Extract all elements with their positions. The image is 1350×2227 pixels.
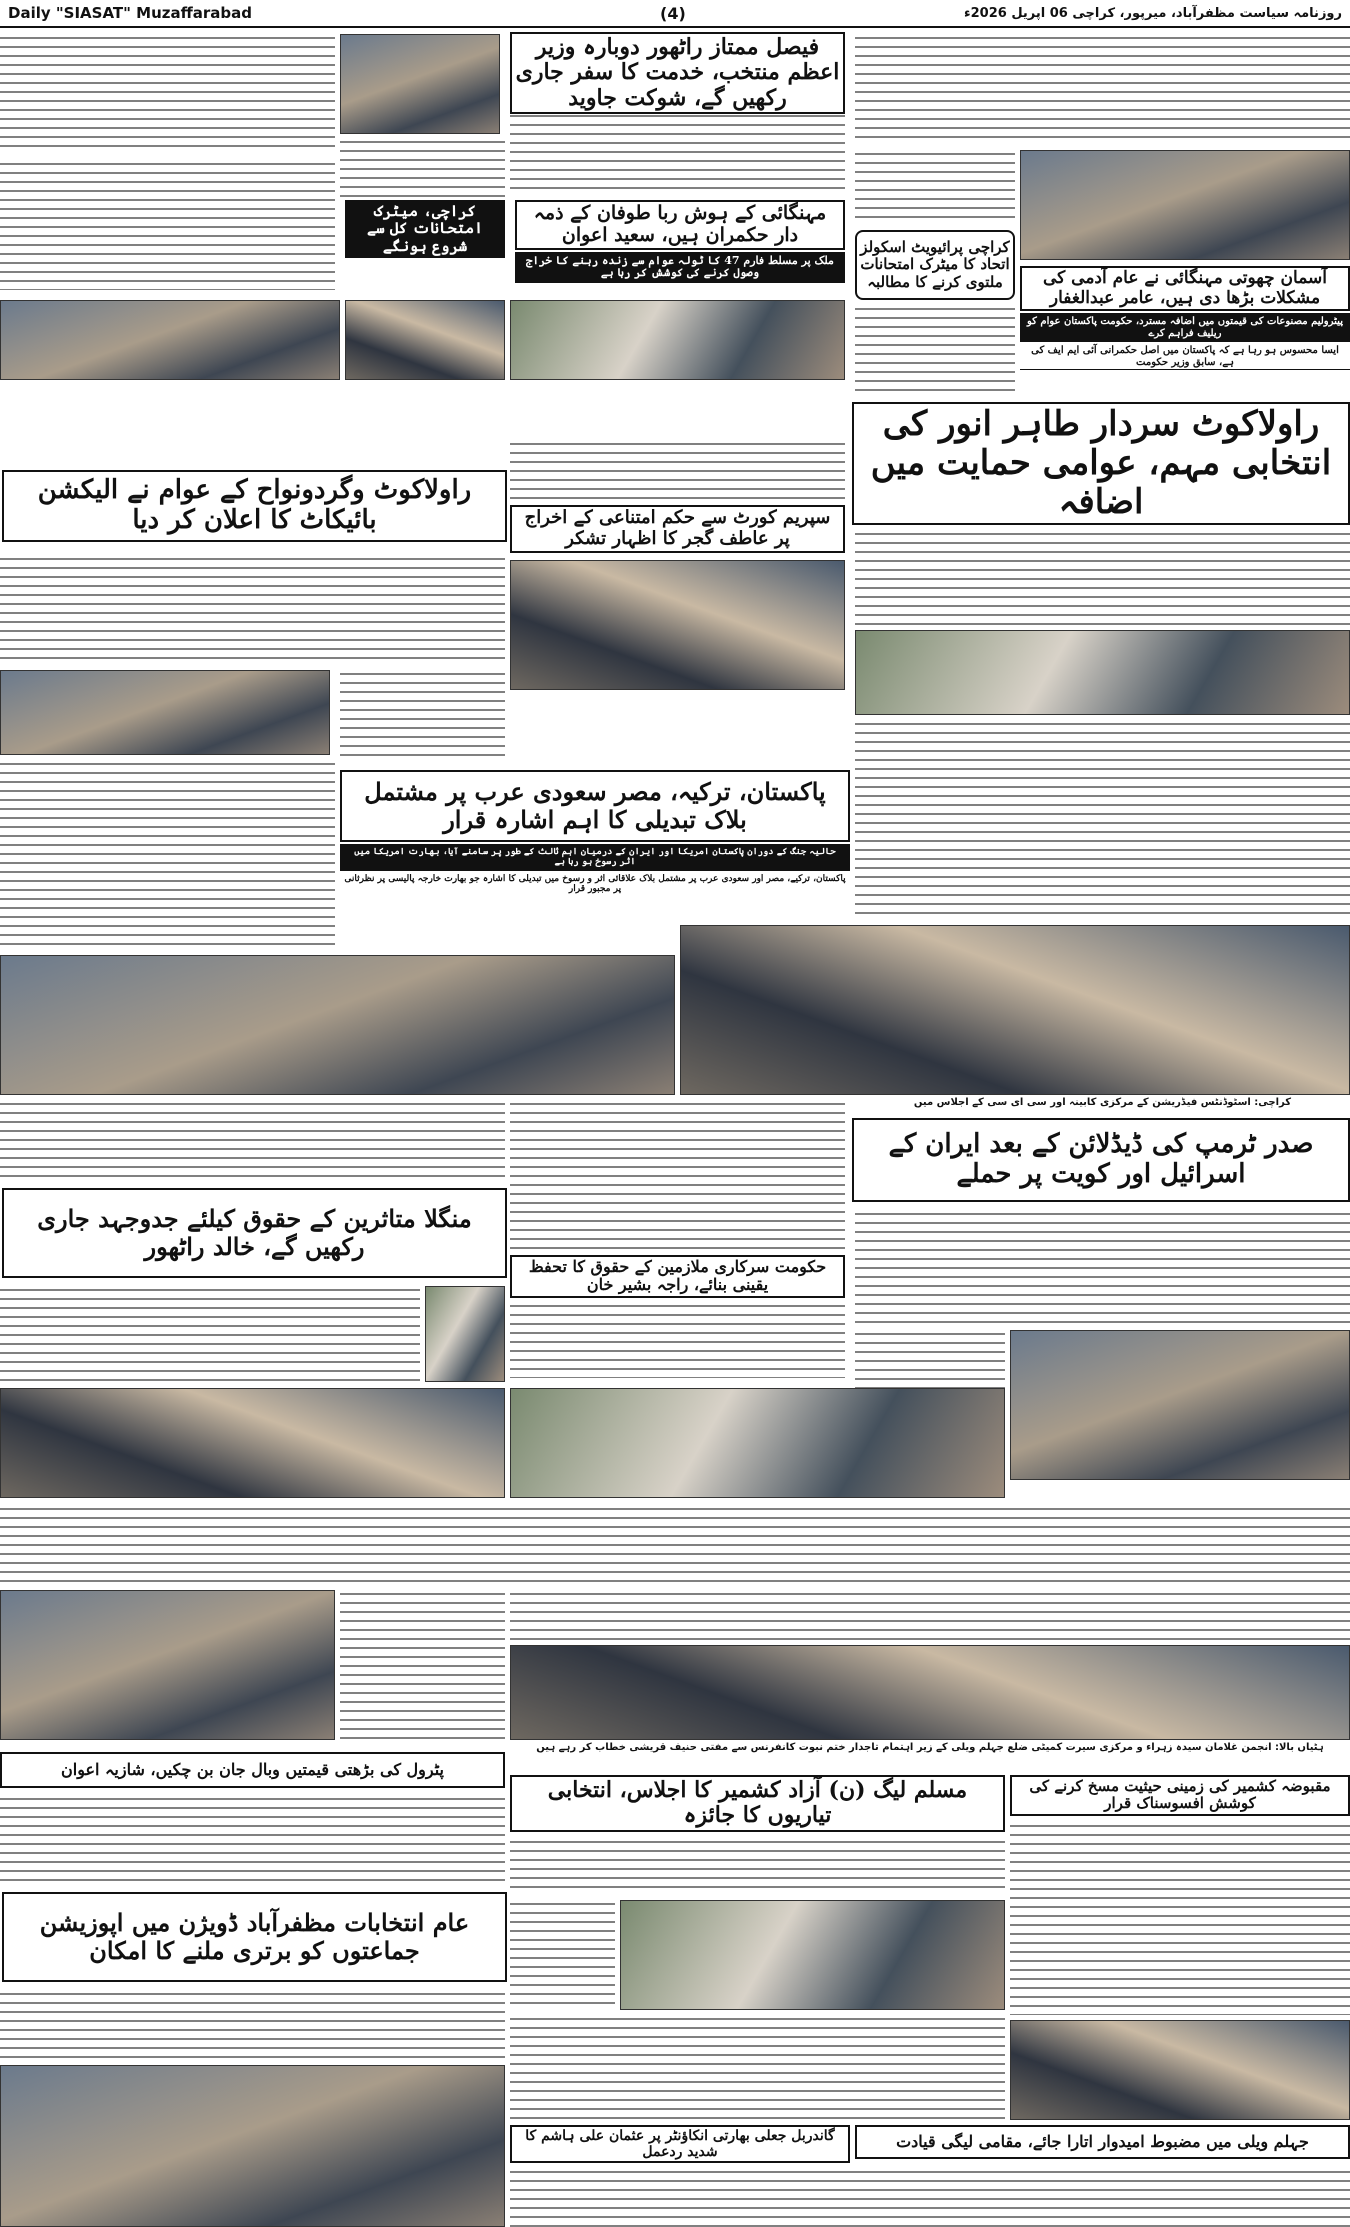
text-column: [855, 720, 1350, 920]
headline-petrol: پٹرول کی بڑھتی قیمتیں وبال جان بن چکیں، شازیہ اعوان: [0, 1752, 505, 1788]
caption-karachi: کراچی: اسٹوڈنٹس فیڈریشن کے مرکزی کابینہ اور سی ای سی کے اجلاس میں: [855, 1097, 1350, 1109]
text-column: [0, 160, 335, 290]
headline-mangla: منگلا متاثرین کے حقوق کیلئے جدوجہد جاری رکھیں گے، خالد راٹھور: [2, 1188, 507, 1278]
text-column: [510, 440, 845, 500]
photo-official: [340, 34, 500, 134]
text-column: [855, 1210, 1350, 1325]
text-column: [855, 34, 1350, 144]
photo-conference: [510, 1388, 1005, 1498]
text-column: [510, 1100, 845, 1250]
headline-rawalakot-boycott: راولاکوٹ وگردونواح کے عوام نے الیکشن بائیکاٹ کا اعلان کر دیا: [2, 470, 507, 542]
headline-private-schools: کراچی پرائیویٹ اسکولز اتحاد کا میٹرک امتحانات ملتوی کرنے کا مطالبہ: [855, 230, 1015, 300]
photo-group: [620, 1900, 1005, 2010]
headline-bloc: پاکستان، ترکیہ، مصر سعودی عرب پر مشتمل بلاک تبدیلی کا اہم اشارہ قرار: [340, 770, 850, 842]
headline-supreme-court: سپریم کورٹ سے حکم امتناعی کے اخراج پر عاطف گجر کا اظہار تشکر: [510, 505, 845, 553]
subhead-bloc-1: حالیہ جنگ کے دوران پاکستان امریکا اور ایران کے درمیان اہم ثالث کے طور پر سامنے آیا، بھارت امریکا میں اثر رسوخ ہو رہا ہے: [340, 844, 850, 871]
masthead-english: Daily "SIASAT" Muzaffarabad: [8, 4, 253, 22]
headline-karachi-matric: کراچی، میٹرک امتحانات کل سے شروع ہونگے: [345, 200, 505, 258]
text-column: [855, 530, 1350, 625]
text-column: [0, 34, 335, 154]
caption-hattian-bala: ہٹیاں بالا: انجمن غلامان سیدہ زہراء و مرکزی سیرت کمیٹی ضلع جہلم ویلی کے زیر اہتمام تاجدار ختم نبوت کانفرنس سے مفتی حنیف قریشی خطاب کر رہے ہیں: [510, 1742, 1350, 1754]
headline-trump: صدر ٹرمپ کی ڈیڈلائن کے بعد ایران کے اسرائیل اور کویت پر حملے: [852, 1118, 1350, 1202]
photo-portraits: [0, 1388, 505, 1498]
page-number: (4): [660, 3, 686, 23]
text-column: [510, 1302, 845, 1378]
story-inflation-awan: [515, 200, 845, 283]
text-column: [0, 760, 335, 950]
photo-rally: [0, 2065, 505, 2227]
photo-meetings: [0, 955, 675, 1095]
photo-gathering: [1010, 2020, 1350, 2120]
photo-group: [510, 300, 845, 380]
headline-muzaffarabad-opposition: عام انتخابات مظفرآباد ڈویژن میں اپوزیشن جماعتوں کو برتری ملنے کا امکان: [2, 1892, 507, 1982]
text-column: [0, 1990, 505, 2060]
text-column: [510, 2168, 1350, 2227]
headline-ganderbal: گاندربل جعلی بھارتی انکاؤنٹر پر عثمان علی ہاشم کا شدید ردعمل: [510, 2125, 850, 2163]
headline-top-center: فیصل ممتاز راٹھور دوبارہ وزیر اعظم منتخب، خدمت کا سفر جاری رکھیں گے، شوکت جاوید: [510, 32, 845, 114]
text-column: [0, 1100, 505, 1180]
text-column: [0, 555, 505, 665]
text-column: [855, 150, 1015, 225]
headline-occupied-kashmir: مقبوضہ کشمیر کی زمینی حیثیت مسخ کرنے کی کوشش افسوسناک قرار: [1010, 1775, 1350, 1816]
masthead-urdu: روزنامہ سیاست مظفرآباد، میرپور، کراچی 06 اپریل 2026ء: [963, 5, 1342, 21]
headline-jhelum-valley: جہلم ویلی میں مضبوط امیدوار اتارا جائے، مقامی لیگی قیادت: [855, 2125, 1350, 2159]
text-column: [0, 1286, 420, 1382]
text-column: [1010, 1822, 1350, 2015]
photo-meeting: [0, 1590, 335, 1740]
text-column: [340, 1590, 505, 1740]
subhead-bloc-2: پاکستان، ترکیے، مصر اور سعودی عرب پر مشتمل بلاک علاقائی اثر و رسوخ میں تبدیلی کا اشارہ جو بھارت خارجہ پالیسی پر نظرثانی پر مجبور قرار: [340, 873, 850, 896]
text-column: [340, 670, 505, 760]
photo-group: [0, 670, 330, 755]
photo-gathering: [1020, 150, 1350, 260]
subhead-imf: ایسا محسوس ہو رہا ہے کہ پاکستان میں اصل حکمرانی آئی ایم ایف کی ہے، سابق وزیر حکومت: [1020, 344, 1350, 370]
story-bloc: [340, 770, 850, 895]
text-column: [855, 305, 1015, 395]
photo-group: [855, 630, 1350, 715]
text-column: [510, 1838, 1005, 1895]
photo-conference: [510, 1645, 1350, 1740]
text-column: [0, 1505, 1350, 1585]
photo-group: [345, 300, 505, 380]
text-column: [0, 1795, 505, 1885]
headline-inflation-ghaffar: آسمان چھوتی مہنگائی نے عام آدمی کی مشکلات بڑھا دی ہیں، عامر عبدالغفار: [1020, 266, 1350, 311]
photo-group-large: [680, 925, 1350, 1095]
text-column: [510, 2015, 1005, 2120]
photo-portrait: [425, 1286, 505, 1382]
photo-meeting: [0, 300, 340, 380]
headline-pmln: مسلم لیگ (ن) آزاد کشمیر کا اجلاس، انتخابی تیاریوں کا جائزہ: [510, 1775, 1005, 1832]
photo-leaders: [1010, 1330, 1350, 1480]
masthead: [0, 0, 1350, 28]
photo-meeting: [510, 560, 845, 690]
headline-rawalakot-tahir: راولاکوٹ سردار طاہر انور کی انتخابی مہم، عوامی حمایت میں اضافہ: [852, 402, 1350, 525]
headline-inflation-awan: مہنگائی کے ہوش ربا طوفان کے ذمہ دار حکمران ہیں، سعید اعوان: [515, 200, 845, 250]
text-column: [510, 1900, 615, 2010]
story-inflation-ghaffar: [1020, 266, 1350, 370]
subhead-petroleum: پیٹرولیم مصنوعات کی قیمتوں میں اضافہ مسترد، حکومت پاکستان عوام کو ریلیف فراہم کرے: [1020, 313, 1350, 342]
subhead-inflation-awan: ملک پر مسلط فارم 47 کا ٹولہ عوام سے زندہ رہنے کا خراج وصول کرنے کی کوشش کر رہا ہے: [515, 252, 845, 283]
headline-govt-employees: حکومت سرکاری ملازمین کے حقوق کا تحفظ یقینی بنائے، راجہ بشیر خان: [510, 1255, 845, 1298]
text-column: [510, 1590, 1350, 1640]
text-column: [340, 138, 505, 198]
